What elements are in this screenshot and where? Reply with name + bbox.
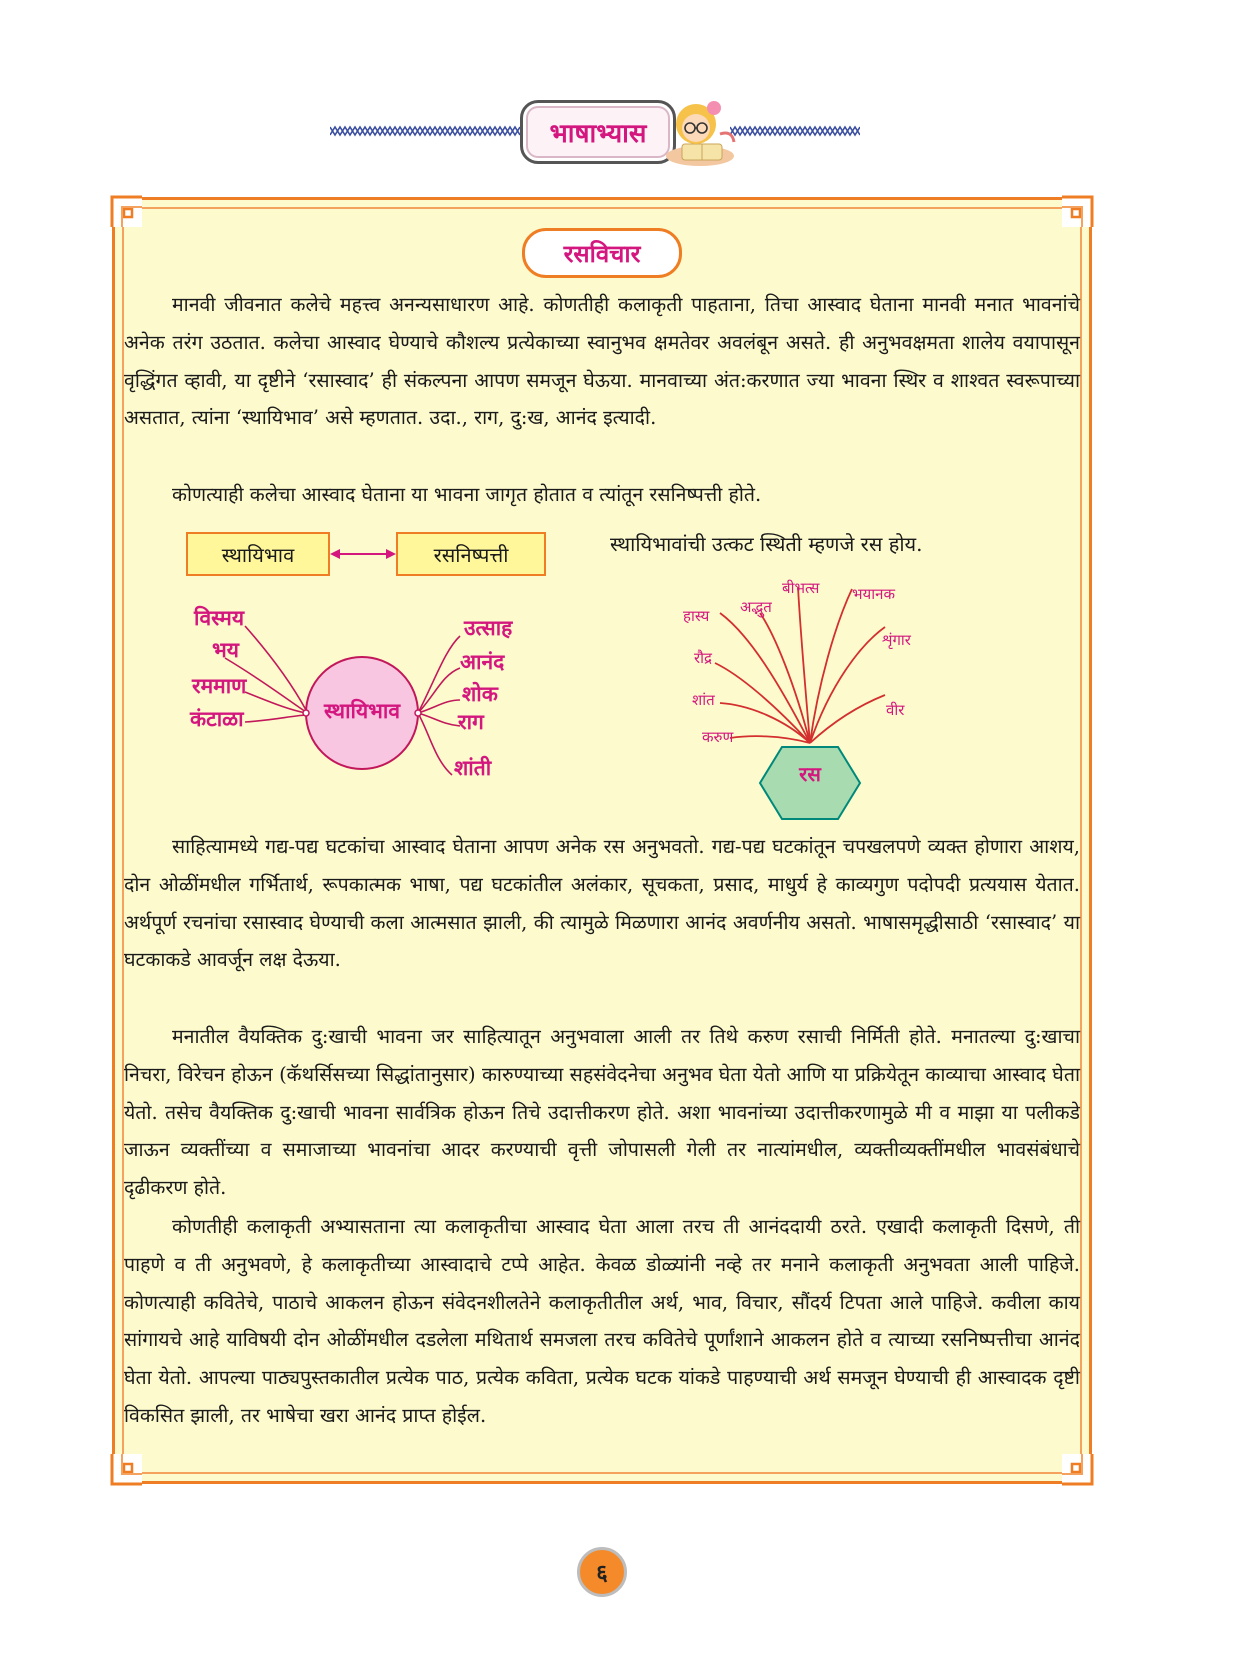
rasa-veer: वीर	[886, 701, 905, 719]
reading-girl-icon	[660, 88, 740, 170]
word-shok: शोक	[462, 681, 498, 706]
word-kantala: कंटाळा	[190, 706, 244, 731]
double-arrow-icon	[330, 544, 396, 564]
rasa-bhayanak: भयानक	[852, 585, 895, 603]
word-raag: राग	[458, 709, 484, 734]
rasa-karun: करुण	[702, 728, 734, 746]
word-rammaan: रममाण	[192, 673, 247, 698]
box-sthayibhav: स्थायिभाव	[186, 532, 330, 576]
frame-corner-ornament	[1062, 187, 1102, 227]
page-number: ६	[577, 1547, 627, 1597]
header-left-ornament	[330, 124, 520, 138]
word-shanti: शांती	[454, 755, 492, 780]
rasa-bibhatsa: बीभत्स	[782, 579, 820, 597]
box-rasnishpatti: रसनिष्पत्ती	[396, 532, 546, 576]
paragraph-sahitya: साहित्यामध्ये गद्य-पद्य घटकांचा आस्वाद घेताना आपण अनेक रस अनुभवतो. गद्य-पद्य घटकांतून चपखलपणे व्यक्त होणारा आशय, दोन ओळींमधील गर्भितार्थ, रूपकात्मक भाषा, पद्य घटकांतील अलंकार, सूचकता, प्रसाद, माधुर्य हे काव्यगुण पदोपदी प्रत्ययास येतात. अर्थपूर्ण रचनांचा रसास्वाद घेण्याची कला आत्मसात झाली, की त्यामुळे मिळणारा आनंद अवर्णनीय असतो. भाषासमृद्धीसाठी ‘रसास्वाद’ या घटकाकडे आवर्जून लक्ष देऊया.	[124, 835, 1080, 972]
rasa-shringar: शृंगार	[882, 631, 911, 649]
header-title: भाषाभ्यास	[520, 100, 676, 164]
frame-corner-ornament	[102, 187, 142, 227]
paragraph-intro: मानवी जीवनात कलेचे महत्त्व अनन्यसाधारण आहे. कोणतीही कलाकृती पाहताना, तिचा आस्वाद घेताना मानवी मनात भावनांचे अनेक तरंग उठतात. कलेचा आस्वाद घेण्याचे कौशल्य प्रत्येकाच्या स्वानुभव क्षमतेवर अवलंबून असते. ही अनुभवक्षमता शालेय वयापासून वृद्धिंगत व्हावी, या दृष्टीने ‘रसास्वाद’ ही संकल्पना आपण समजून घेऊया. मानवाच्या अंत:करणात ज्या भावना स्थिर व शाश्वत स्वरूपाच्या असतात, त्यांना ‘स्थायिभाव’ असे म्हणतात. उदा., राग, दु:ख, आनंद इत्यादी.	[124, 293, 1080, 430]
paragraph-awakening: कोणत्याही कलेचा आस्वाद घेताना या भावना जागृत होतात व त्यांतून रसनिष्पत्ती होते.	[172, 483, 762, 506]
paragraph-karun: मनातील वैयक्तिक दु:खाची भावना जर साहित्यातून अनुभवाला आली तर तिथे करुण रसाची निर्मिती होते. मनातल्या दु:खाचा निचरा, विरेचन होऊन (कॅथर्सिसच्या सिद्धांतानुसार) कारुण्याच्या सहसंवेदनेचा अनुभव घेता येतो आणि या प्रक्रियेतून काव्याचा आस्वाद घेता येतो. तसेच वैयक्तिक दु:खाची भावना सार्वत्रिक होऊन तिचे उदात्तीकरण होते. अशा भावनांच्या उदात्तीकरणामुळे मी व माझा या पलीकडे जाऊन व्यक्तींच्या व समाजाच्या भावनांचा आदर करण्याची वृत्ती जोपासली गेली तर नात्यांमधील, व्यक्तीव्यक्तींमधील भावसंबंधाचे दृढीकरण होते.	[124, 1025, 1080, 1200]
rasa-shant: शांत	[692, 691, 715, 709]
word-anand: आनंद	[460, 649, 505, 674]
word-bhay: भय	[212, 637, 239, 662]
rasa-adbhut: अद्भुत	[740, 598, 772, 616]
section-title: रसविचार	[522, 228, 682, 278]
circle-label-sthayibhav: स्थायिभाव	[323, 698, 401, 723]
word-vismay: विस्मय	[194, 605, 245, 630]
word-utsah: उत्साह	[464, 615, 513, 640]
paragraph-kalakruti: कोणतीही कलाकृती अभ्यासताना त्या कलाकृतीचा आस्वाद घेता आला तरच ती आनंददायी ठरते. एखादी कलाकृती दिसणे, ती पाहणे व ती अनुभवणे, हे कलाकृतीच्या आस्वादाचे टप्पे आहेत. केवळ डोळ्यांनी नव्हे तर मनाने कलाकृती अनुभवता आली पाहिजे. कोणत्याही कवितेचे, पाठाचे आकलन होऊन संवेदनशीलतेने कलाकृतीतील अर्थ, भाव, विचार, सौंदर्य टिपता आले पाहिजे. कवीला काय सांगायचे आहे याविषयी दोन ओळींमधील दडलेला मथितार्थ समजला तरच कवितेचे पूर्णांशाने आकलन होते व त्याच्या रसनिष्पत्तीचा आनंद घेता येतो. आपल्या पाठ्यपुस्तकातील प्रत्येक पाठ, प्रत्येक कविता, प्रत्येक घटक यांकडे पाहण्याची अर्थ समजून घेण्याची ही आस्वादक दृष्टी विकसित झाली, तर भाषेचा खरा आनंद प्राप्त होईल.	[124, 1215, 1080, 1427]
frame-corner-ornament	[1062, 1454, 1102, 1494]
rasa-raudra: रौद्र	[694, 649, 712, 667]
frame-corner-ornament	[102, 1454, 142, 1494]
rasa-caption: स्थायिभावांची उत्कट स्थिती म्हणजे रस होय.	[610, 532, 923, 556]
header-right-ornament	[730, 124, 860, 138]
rasa-hasya: हास्य	[683, 607, 710, 625]
hexagon-label-ras: रस	[799, 762, 821, 786]
